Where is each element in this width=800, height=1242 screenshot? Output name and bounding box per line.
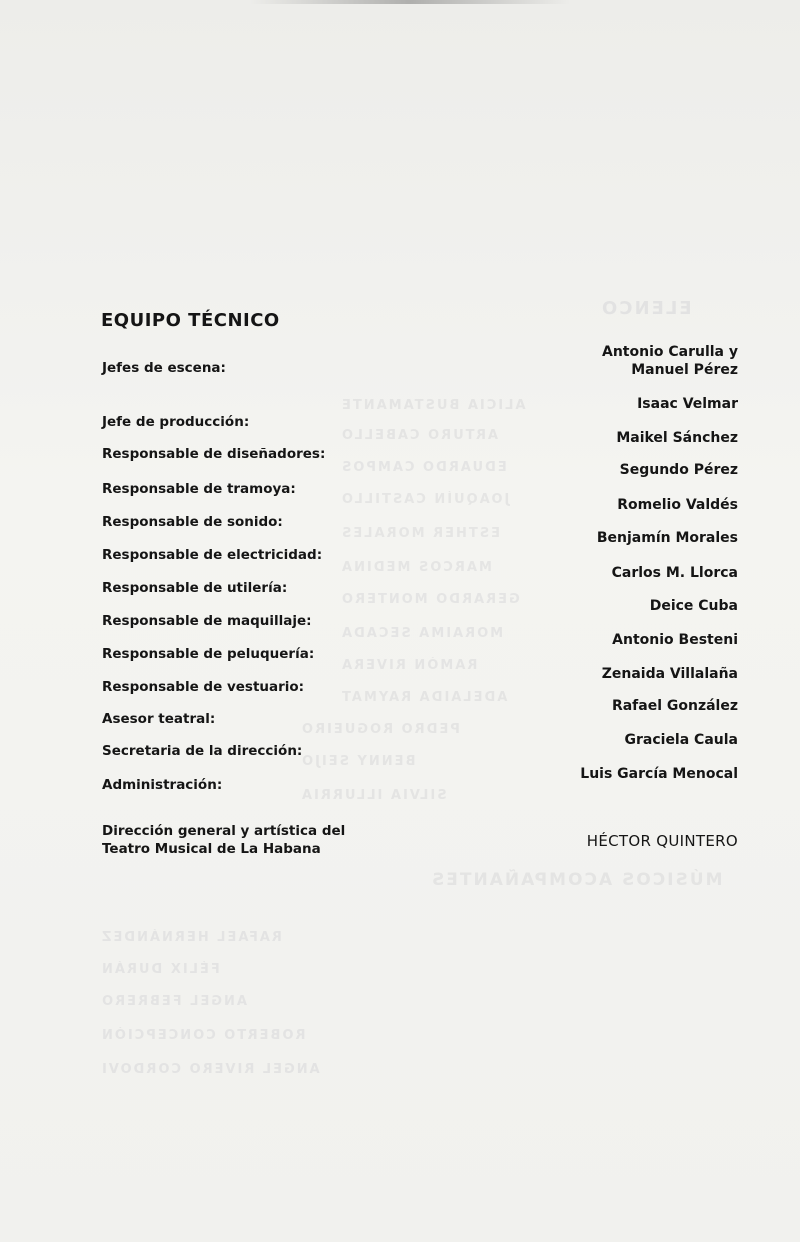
credit-name-administracion: Luis García Menocal [580,766,738,782]
bleed-through-text: MARCOS MEDINA [340,560,492,575]
director-name: HÉCTOR QUINTERO [586,832,738,850]
direction-label-line: Dirección general y artística del [102,823,346,839]
direction-label-line: Teatro Musical de La Habana [102,841,321,857]
credit-role-administracion: Administración: [102,777,223,793]
credit-role-peluqueria: Responsable de peluquería: [102,646,315,662]
bleed-through-text: ESTHER MORALES [340,526,500,541]
credit-role-disenadores: Responsable de diseñadores: [102,446,326,462]
credit-role-electricidad: Responsable de electricidad: [102,547,323,563]
bleed-through-text: SILVIA ILLURRIA [300,788,447,803]
credit-name-vestuario: Zenaida Villalaña [601,666,738,682]
credit-name-jefes-de-escena [602,343,738,379]
bleed-through-text: ADELAIDA RAYMAT [340,690,508,705]
credit-name-utileria: Carlos M. Llorca [611,565,738,581]
credit-name-peluqueria: Antonio Besteni [612,632,738,648]
credit-name-disenadores: Maikel Sánchez [616,430,738,446]
credit-name-line: Antonio Carulla y [601,344,738,360]
bleed-through-text: ANGEL FEBRERO [100,994,247,1009]
credit-name-secretaria: Graciela Caula [624,732,738,748]
bleed-through-text: FÉLIX DURÁN [100,962,220,977]
credit-role-jefe-de-produccion: Jefe de producción: [102,414,250,430]
bleed-through-text: PEDRO ROGUEIRO [300,722,460,737]
bleed-through-text: ALICIA BUSTAMANTE [340,398,526,413]
bleed-through-text: GERARDO MONTERO [340,592,520,607]
credit-role-maquillaje: Responsable de maquillaje: [102,613,312,629]
credit-name-jefe-de-produccion: Isaac Velmar [637,396,738,412]
page-edge-shadow [250,0,570,4]
bleed-through-text: ARTURO CABELLO [340,428,499,443]
bleed-through-text: ROBERTO CONCEPCIÓN [100,1028,306,1043]
credit-name-tramoya: Segundo Pérez [619,462,738,478]
bleed-through-text: ELENCO [600,298,692,319]
section-heading: EQUIPO TÉCNICO [101,310,280,331]
direction-label [102,822,345,858]
credit-name-sonido: Romelio Valdés [617,497,738,513]
bleed-through-text: RAFAEL HERNÁNDEZ [100,930,282,945]
bleed-through-text: BENNY SEIJO [300,754,416,769]
credit-name-maquillaje: Deice Cuba [649,598,738,614]
credit-role-vestuario: Responsable de vestuario: [102,679,305,695]
credit-name-line: Manuel Pérez [631,362,738,378]
credit-role-jefes-de-escena: Jefes de escena: [102,360,226,376]
bleed-through-text: RAMÓN RIVERA [340,658,478,673]
bleed-through-text: MÚSICOS ACOMPAÑANTES [430,870,723,890]
credit-role-asesor-teatral: Asesor teatral: [102,711,216,727]
credit-role-sonido: Responsable de sonido: [102,514,283,530]
credit-name-electricidad: Benjamín Morales [596,530,738,546]
credit-role-tramoya: Responsable de tramoya: [102,481,296,497]
bleed-through-text: ANGEL RIVERO CORDOVI [100,1062,320,1077]
bleed-through-text: EDUARDO CAMPOS [340,460,507,475]
bleed-through-text: JOAQUÍN CASTILLO [340,492,510,507]
credit-name-asesor-teatral: Rafael González [611,698,738,714]
bleed-through-text: MORAIMA SECADA [340,626,504,641]
credit-role-secretaria: Secretaria de la dirección: [102,743,303,759]
credit-role-utileria: Responsable de utilería: [102,580,288,596]
